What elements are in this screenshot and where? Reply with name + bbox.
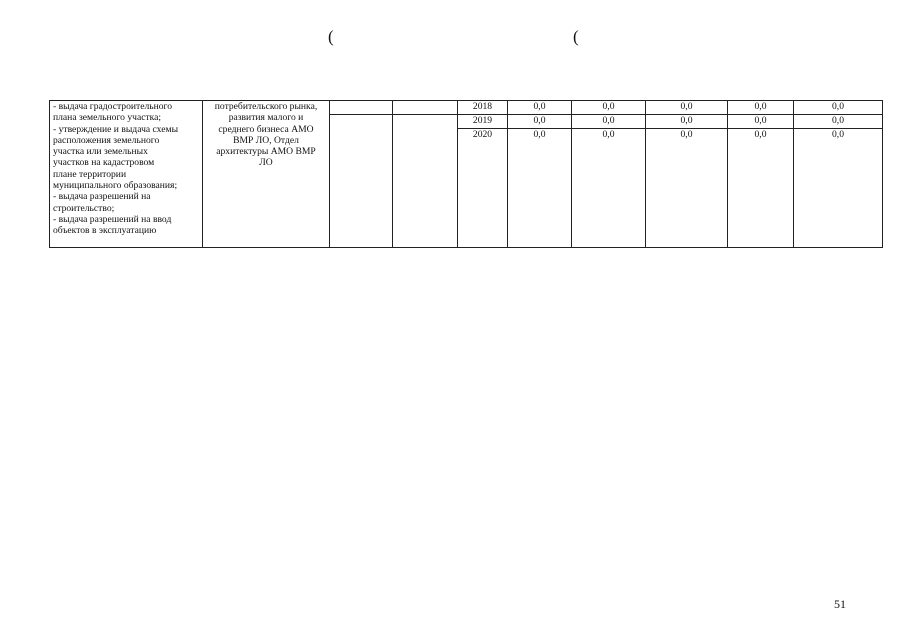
activity-line: расположения земельного (53, 134, 160, 146)
value-cell: 0,0 (508, 129, 572, 248)
open-parenthesis-right: ( (573, 27, 579, 46)
value-cell: 0,0 (794, 115, 883, 129)
executor-line: ЛО (259, 157, 273, 169)
value-cell: 0,0 (572, 115, 646, 129)
value-cell: 0,0 (646, 129, 728, 248)
executor-line: архитектуры АМО ВМР (216, 146, 316, 158)
value-cell: 0,0 (728, 115, 794, 129)
activity-line: участков на кадастровом (53, 157, 155, 169)
empty-cell (393, 101, 458, 115)
activity-line: плане территории (53, 168, 127, 180)
table-row-2018 (50, 101, 883, 115)
responsible-executor-cell (203, 101, 330, 248)
value-cell: 0,0 (728, 129, 794, 248)
open-parenthesis-left: ( (328, 27, 334, 46)
executor-line: среднего бизнеса АМО (218, 123, 314, 135)
year-cell: 2019 (458, 115, 508, 129)
empty-cell (393, 115, 458, 129)
value-cell: 0,0 (572, 101, 646, 115)
value-cell: 0,0 (794, 101, 883, 115)
value-cell: 0,0 (794, 129, 883, 248)
value-cell: 0,0 (508, 101, 572, 115)
executor-line: ВМР ЛО, Отдел (233, 134, 299, 146)
value-cell: 0,0 (572, 129, 646, 248)
activity-line: муниципального образования; (53, 180, 178, 192)
activity-line: участка или земельных (53, 146, 148, 158)
value-cell: 0,0 (646, 101, 728, 115)
empty-cell (393, 129, 458, 248)
value-cell: 0,0 (646, 115, 728, 129)
activity-line: - выдача разрешений на (53, 191, 151, 203)
year-cell: 2018 (458, 101, 508, 115)
page-number: 51 (834, 597, 846, 611)
empty-cell (330, 101, 393, 115)
executor-line: потребительского рынка, (214, 101, 318, 112)
program-activities-table (49, 100, 883, 248)
activity-line: объектов в эксплуатацию (53, 225, 157, 237)
value-cell: 0,0 (728, 101, 794, 115)
activity-line: - утверждение и выдача схемы (53, 123, 179, 135)
year-cell: 2020 (458, 129, 508, 248)
activity-description-cell (50, 101, 203, 248)
empty-cell (330, 129, 393, 248)
executor-line: развития малого и (228, 112, 304, 124)
activity-line: - выдача градостроительного (53, 101, 173, 112)
activity-line: строительство; (53, 202, 115, 214)
activity-line: - выдача разрешений на ввод (53, 213, 172, 225)
activity-line: плана земельного участка; (53, 112, 162, 124)
value-cell: 0,0 (508, 115, 572, 129)
empty-cell (330, 115, 393, 129)
